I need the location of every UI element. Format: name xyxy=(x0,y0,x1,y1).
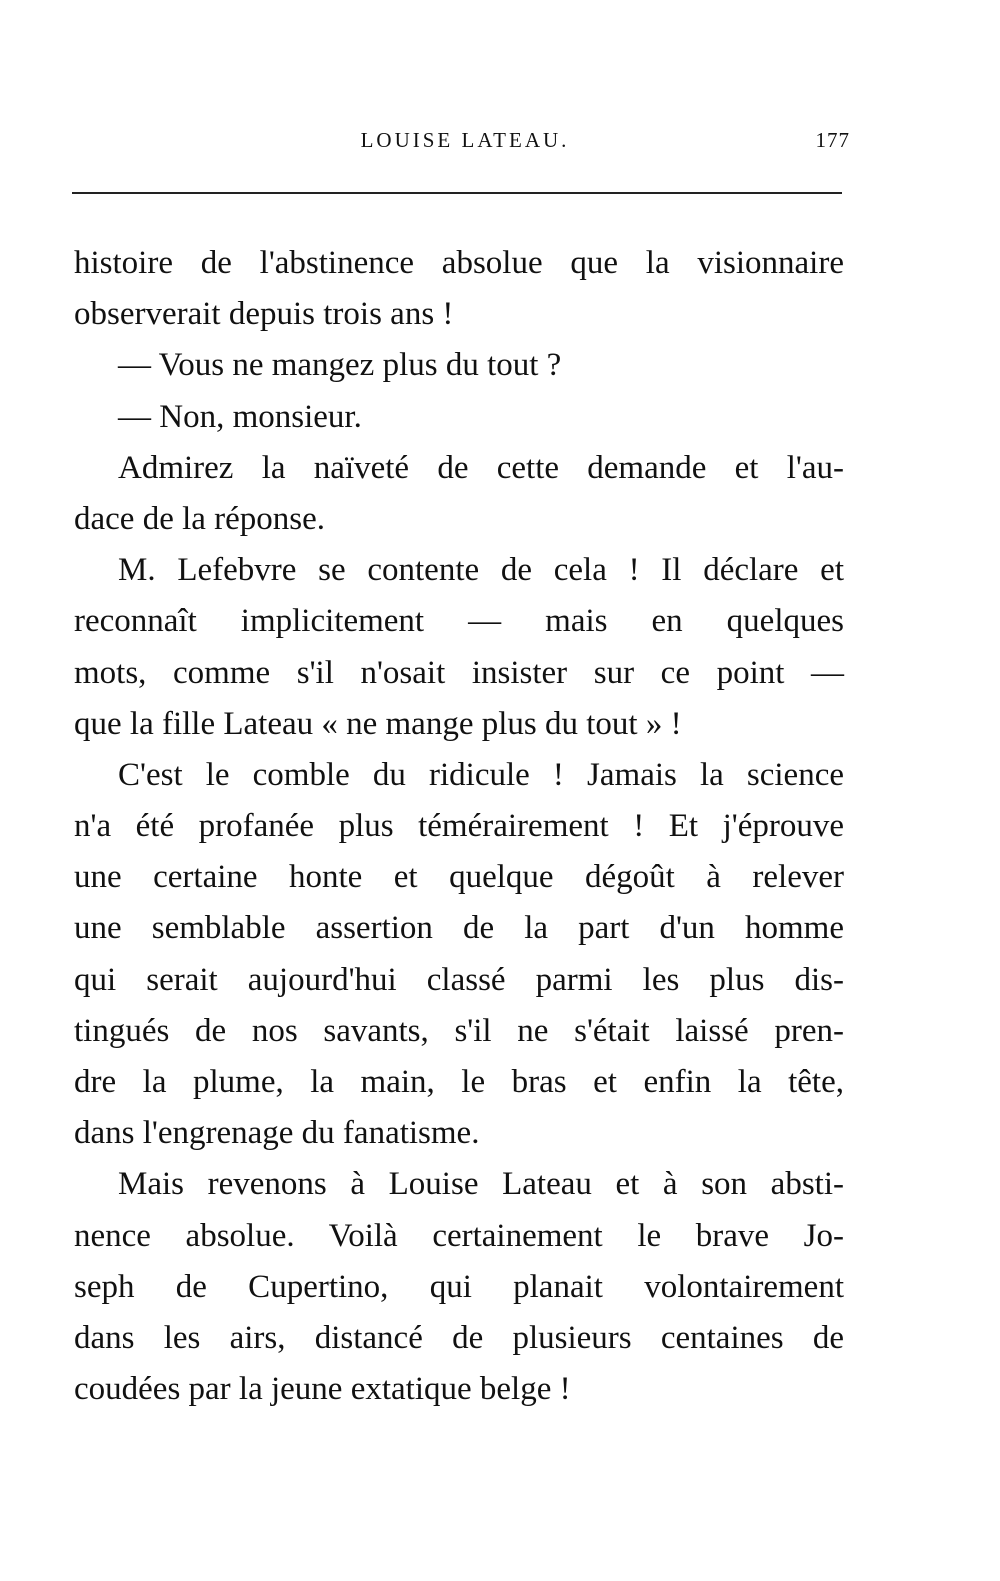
text-line: observerait depuis trois ans ! xyxy=(74,296,454,333)
text-line: C'est le comble du ridicule ! Jamais la science xyxy=(118,756,844,793)
text-line: n'a été profanée plus témérairement ! Et j'éprouve xyxy=(74,808,844,845)
text-line: nence absolue. Voilà certainement le brave Jo- xyxy=(74,1217,844,1254)
text-line: dans les airs, distancé de plusieurs centaines de xyxy=(74,1319,844,1356)
page-body xyxy=(74,238,844,1415)
text-line: mots, comme s'il n'osait insister sur ce point — xyxy=(74,654,844,691)
text-line: reconnaît implicitement — mais en quelques xyxy=(74,603,844,640)
text-line: histoire de l'abstinence absolue que la visionnaire xyxy=(74,245,844,281)
text-line: que la fille Lateau « ne mange plus du tout » ! xyxy=(74,705,682,742)
text-line: M. Lefebvre se contente de cela ! Il déclare et xyxy=(118,552,844,589)
text-line: une certaine honte et quelque dégoût à relever xyxy=(74,859,844,896)
text-line: coudées par la jeune extatique belge ! xyxy=(74,1371,571,1408)
running-title: LOUISE LATEAU. xyxy=(360,128,570,152)
page-number: 177 xyxy=(815,128,850,152)
text-line: — Vous ne mangez plus du tout ? xyxy=(118,347,562,384)
text-line: dre la plume, la main, le bras et enfin la tête, xyxy=(74,1064,844,1100)
text-line: dace de la réponse. xyxy=(74,500,326,537)
text-line: une semblable assertion de la part d'un homme xyxy=(74,910,844,947)
text-line: dans l'engrenage du fanatisme. xyxy=(74,1115,480,1152)
text-line: — Non, monsieur. xyxy=(118,398,362,435)
text-line: qui serait aujourd'hui classé parmi les plus dis- xyxy=(74,961,844,998)
text-line: Mais revenons à Louise Lateau et à son absti- xyxy=(118,1166,844,1203)
text-line: seph de Cupertino, qui planait volontairement xyxy=(74,1268,844,1305)
text-line: Admirez la naïveté de cette demande et l'au- xyxy=(118,449,844,486)
header-rule xyxy=(72,192,842,194)
text-line: tingués de nos savants, s'il ne s'était laissé pren- xyxy=(74,1012,844,1049)
